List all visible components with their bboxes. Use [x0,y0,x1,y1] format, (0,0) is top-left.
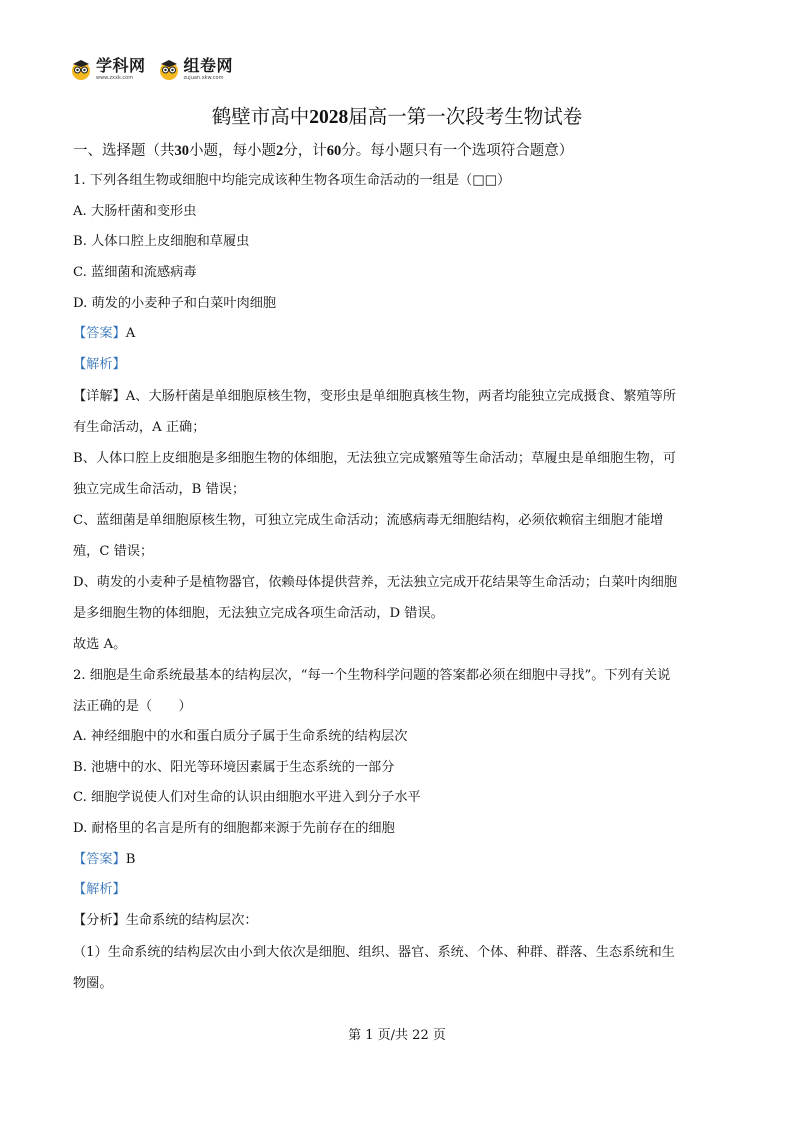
q1-analysis [73,350,723,381]
q2-detail-line: 物圈。 [73,975,113,991]
q2-answer [73,845,723,876]
q2-fenxi-text: 生命系统的结构层次： [125,912,258,928]
section-mid2: 分，计 [283,143,327,159]
q1-option-b: B. 人体口腔上皮细胞和草履虫 [73,234,250,250]
q1-answer [73,319,723,350]
zujuan-logo-text: 组卷网 [183,56,234,75]
section-points-each: 2 [276,143,284,159]
q1-stem: 1. 下列各组生物或细胞中均能完成该种生物各项生命活动的一组是（□□） [73,173,511,188]
q2-option-d: D. 耐格里的名言是所有的细胞都来源于先前存在的细胞 [73,820,395,836]
title-year: 2028 [309,107,349,128]
q1-detail-line [73,381,723,412]
q2-stem: 2. 细胞是生命系统最基本的结构层次，“每一个生物科学问题的答案都必须在细胞中寻找”。下列有关说 [73,667,671,683]
q1-option-a: A. 大肠杆菌和变形虫 [73,203,197,219]
section-heading [73,136,723,166]
q1-detail-line: 有生命活动，A 正确； [73,419,206,435]
xkw-logo-url: www.zxxk.com [96,75,134,81]
q1-detail-line: C、蓝细菌是单细胞原核生物，可独立完成生命活动；流感病毒无细胞结构，必须依赖宿主细胞才能增 [73,512,664,528]
q2-option-c: C. 细胞学说使人们对生命的认识由细胞水平进入到分子水平 [73,790,421,806]
q1-detail-line: B、人体口腔上皮细胞是多细胞生物的体细胞，无法独立完成繁殖等生命活动；草履虫是单细胞生物，可 [73,450,677,466]
section-post: 分。每小题只有一个选项符合题意） [341,143,574,159]
q1-conclusion: 故选 A。 [73,636,127,652]
q1-detail-line: 殖，C 错误； [73,543,154,559]
zujuan-logo-url: zujuan.xkw.com [183,75,224,81]
header-logos [70,58,233,81]
answer-tag: 【答案】 [73,326,126,342]
analysis-tag: 【解析】 [73,357,126,373]
q1-answer-value: A [125,326,136,342]
title-pre: 鹤壁市高中 [211,105,310,128]
q1-option-c: C. 蓝细菌和流感病毒 [73,265,197,281]
owl-icon [158,59,180,81]
page-footer: 第 1 页/共 22 页 [348,1028,446,1043]
title-post: 届高一第一次段考生物试卷 [348,105,583,128]
section-mid1: 小题，每小题 [189,143,276,159]
section-pre: 一、选择题（共 [73,143,175,159]
q2-stem: 法正确的是（ ） [73,698,192,714]
q2-answer-value: B [125,851,136,867]
xkw-logo-text: 学科网 [96,56,146,75]
q2-option-a: A. 神经细胞中的水和蛋白质分子属于生命系统的结构层次 [73,728,408,744]
q1-detail-text: A、大肠杆菌是单细胞原核生物，变形虫是单细胞真核生物，两者均能独立完成摄食、繁殖等所 [125,388,676,404]
q1-option-d: D. 萌发的小麦种子和白菜叶肉细胞 [73,295,277,311]
answer-tag: 【答案】 [73,851,126,867]
owl-icon [70,59,92,81]
q2-option-b: B. 池塘中的水、阳光等环境因素属于生态系统的一部分 [73,759,395,775]
document-body [73,136,723,999]
section-count: 30 [174,143,189,159]
q2-analysis [73,875,723,906]
xkw-logo [70,58,146,81]
q1-detail-line: 独立完成生命活动，B 错误； [73,481,246,497]
analysis-tag: 【解析】 [73,882,126,898]
page-title [0,104,794,131]
q1-detail-line: 是多细胞生物的体细胞，无法独立完成各项生命活动，D 错误。 [73,605,444,621]
section-total: 60 [326,143,342,159]
q2-detail-line: （1）生命系统的结构层次由小到大依次是细胞、组织、器官、系统、个体、种群、群落、生态系统和生 [73,944,675,960]
detail-tag: 【详解】 [73,388,126,404]
zujuan-logo [158,58,234,81]
q1-detail-line: D、萌发的小麦种子是植物器官，依赖母体提供营养，无法独立完成开花结果等生命活动；白菜叶肉细胞 [73,574,678,590]
fenxi-tag: 【分析】 [73,912,126,928]
q2-fenxi [73,906,723,937]
